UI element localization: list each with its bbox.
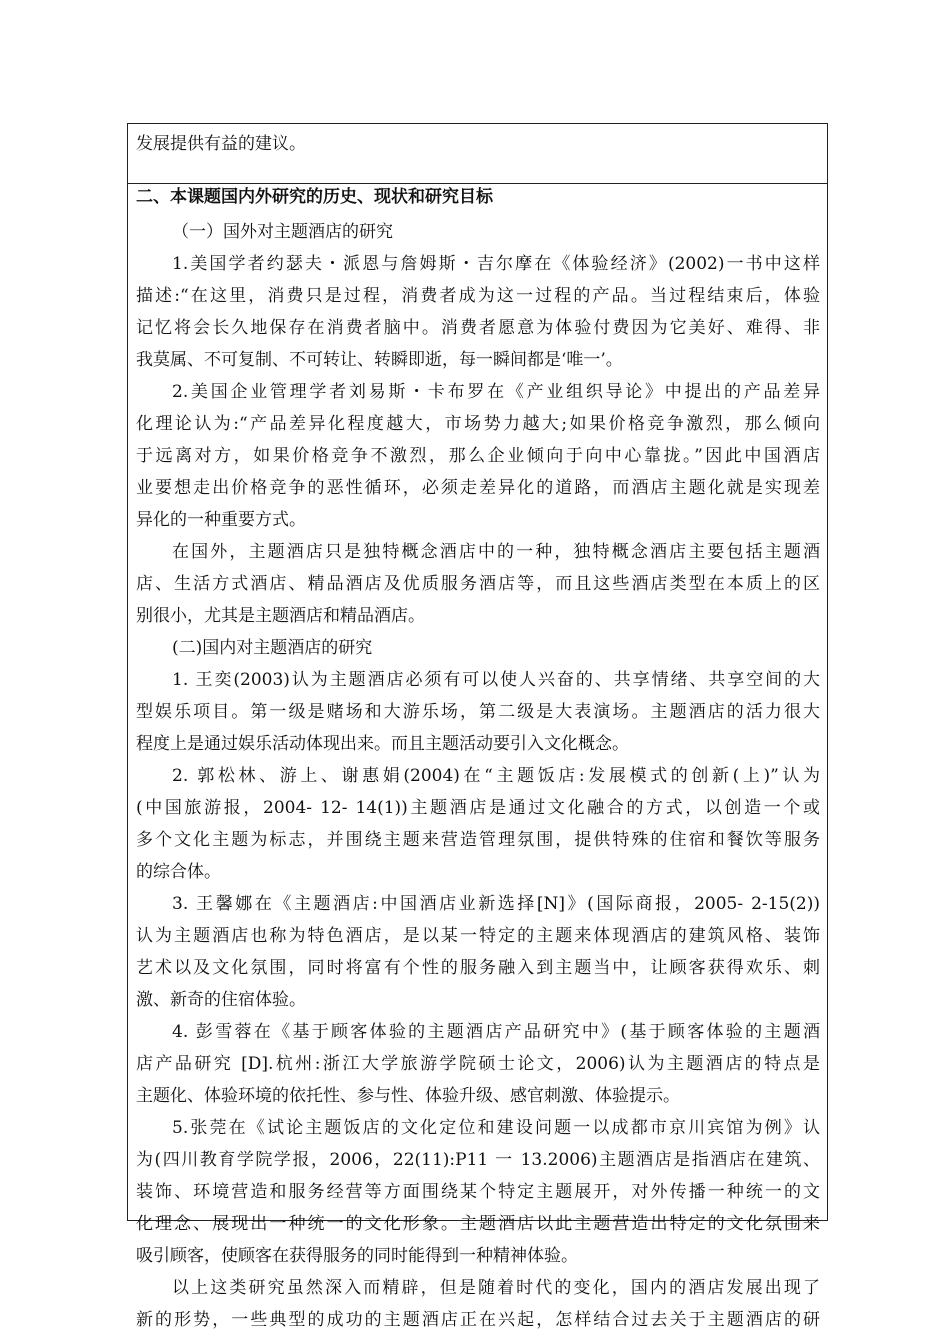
paragraph-line: 化理念、展现出一种统一的文化形象。主题酒店以此主题营造出特定的文化氛围来 (136, 1214, 820, 1234)
subsection-heading-foreign: （一）国外对主题酒店的研究 (172, 222, 393, 242)
paragraph-line: 2. 郭松林、游上、谢惠娟(2004)在“主题饭店:发展模式的创新(上)”认为 (172, 766, 820, 786)
paragraph-line: 化理论认为:“产品差异化程度越大，市场势力越大;如果价格竞争激烈，那么倾向 (136, 414, 820, 434)
table-row-2 (128, 184, 827, 1330)
paragraph-line: 装饰、环境营造和服务经营等方面围绕某个特定主题展开，对外传播一种统一的文 (136, 1182, 820, 1202)
paragraph-line: 多个文化主题为标志，并围绕主题来营造管理氛围，提供特殊的住宿和餐饮等服务 (136, 830, 820, 850)
paragraph-line: 吸引顾客，使顾客在获得服务的同时能得到一种精神体验。 (136, 1246, 578, 1266)
paragraph-line: 别很小，尤其是主题酒店和精品酒店。 (136, 606, 425, 626)
paragraph-line: 1. 王奕(2003)认为主题酒店必须有可以使人兴奋的、共享情绪、共享空间的大 (172, 670, 820, 690)
paragraph-line: 异化的一种重要方式。 (136, 510, 306, 530)
subsection-heading-domestic: (二)国内对主题酒店的研究 (172, 638, 373, 658)
paragraph-line: 3. 王馨娜在《主题酒店:中国酒店业新选择[N]》(国际商报，2005- 2-15(2)) (172, 894, 820, 914)
paragraph-line: 以上这类研究虽然深入而精辟，但是随着时代的变化，国内的酒店发展出现了 (172, 1278, 820, 1298)
paragraph-line: 记忆将会长久地保存在消费者脑中。消费者愿意为体验付费因为它美好、难得、非 (136, 318, 820, 338)
paragraph-line: 4. 彭雪蓉在《基于顾客体验的主题酒店产品研究中》(基于顾客体验的主题酒 (172, 1022, 820, 1042)
paragraph-line: 程度上是通过娱乐活动体现出来。而且主题活动要引入文化概念。 (136, 734, 629, 754)
paragraph-line: 在国外，主题酒店只是独特概念酒店中的一种，独特概念酒店主要包括主题酒 (172, 542, 820, 562)
section-heading: 二、本课题国内外研究的历史、现状和研究目标 (136, 187, 493, 207)
paragraph-line: 我莫属、不可复制、不可转让、转瞬即逝，每一瞬间都是‘唯一’。 (136, 350, 623, 370)
paragraph-line: 描述:“在这里，消费只是过程，消费者成为这一过程的产品。当过程结束后，体验 (136, 286, 820, 306)
paragraph-line: 发展提供有益的建议。 (136, 134, 306, 154)
paragraph-line: (中国旅游报，2004- 12- 14(1))主题酒店是通过文化融合的方式，以创造一个或 (136, 798, 820, 818)
paragraph-line: 为(四川教育学院学报，2006，22(11):P11 一 13.2006)主题酒店是指酒店在建筑、 (136, 1150, 820, 1170)
paragraph-line: 认为主题酒店也称为特色酒店，是以某一特定的主题来体现酒店的建筑风格、装饰 (136, 926, 820, 946)
paragraph-line: 店产品研究 [D].杭州:浙江大学旅游学院硕士论文，2006)认为主题酒店的特点是 (136, 1054, 820, 1074)
paragraph-line: 激、新奇的住宿体验。 (136, 990, 306, 1010)
paragraph-line: 艺术以及文化氛围，同时将富有个性的服务融入到主题当中，让顾客获得欢乐、刺 (136, 958, 820, 978)
paragraph-line: 的综合体。 (136, 862, 221, 882)
document-table (127, 123, 828, 1330)
paragraph-line: 型娱乐项目。第一级是赌场和大游乐场，第二级是大表演场。主题酒店的活力很大 (136, 702, 820, 722)
table-row-1 (128, 124, 827, 184)
paragraph-line: 业要想走出价格竞争的恶性循环，必须走差异化的道路，而酒店主题化就是实现差 (136, 478, 820, 498)
paragraph-line: 5.张莞在《试论主题饭店的文化定位和建设问题一以成都市京川宾馆为例》认 (172, 1118, 820, 1138)
paragraph-line: 店、生活方式酒店、精品酒店及优质服务酒店等，而且这些酒店类型在本质上的区 (136, 574, 820, 594)
paragraph-line: 2.美国企业管理学者刘易斯・卡布罗在《产业组织导论》中提出的产品差异 (172, 382, 820, 402)
paragraph-line: 于远离对方，如果价格竞争不激烈，那么企业倾向于向中心靠拢。”因此中国酒店 (136, 446, 820, 466)
paragraph-line: 1.美国学者约瑟夫・派恩与詹姆斯・吉尔摩在《体验经济》(2002)一书中这样 (172, 254, 820, 274)
paragraph-line: 主题化、体验环境的依托性、参与性、体验升级、感官刺激、体验提示。 (136, 1086, 680, 1106)
paragraph-line: 新的形势，一些典型的成功的主题酒店正在兴起，怎样结合过去关于主题酒店的研 (136, 1310, 820, 1330)
